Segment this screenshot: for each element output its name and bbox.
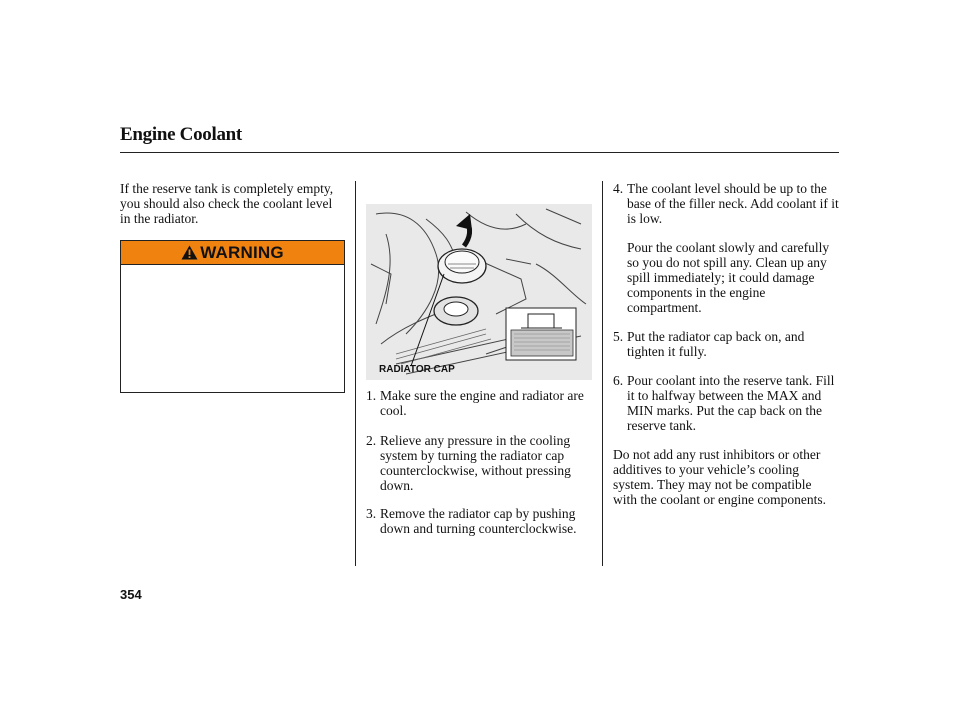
step-number: 1. (366, 388, 377, 403)
step-extra-text: Pour the coolant slowly and carefully so you do not spill any. Clean up any spill immediately; it could damage components in the engine compartment. (627, 240, 830, 315)
list-item (366, 433, 598, 493)
step-number: 6. (613, 373, 624, 388)
intro-paragraph: If the reserve tank is completely empty, you should also check the coolant level in the radiator. (120, 181, 334, 226)
step-text: Make sure the engine and radiator are cool. (380, 388, 584, 418)
warning-box (120, 240, 345, 393)
list-item (366, 388, 598, 418)
figure-caption: RADIATOR CAP (379, 364, 455, 375)
step-number: 5. (613, 329, 624, 344)
page-number: 354 (120, 587, 142, 602)
step-number: 4. (613, 181, 624, 196)
step-number: 3. (366, 506, 377, 521)
engine-bay-drawing (366, 204, 592, 380)
step-text: Relieve any pressure in the cooling system by turning the radiator cap counterclockwise, without pressing down. (380, 433, 571, 493)
caution-note: Do not add any rust inhibitors or other additives to your vehicle’s cooling system. They may not be compatible with the coolant or engine components. (613, 447, 826, 507)
warning-header (121, 241, 344, 265)
list-item (613, 181, 841, 315)
column-divider-1 (355, 181, 356, 566)
step-text: The coolant level should be up to the base of the filler neck. Add coolant if it is low. (627, 181, 839, 226)
step-number: 2. (366, 433, 377, 448)
radiator-cap-illustration (366, 204, 592, 380)
column-divider-2 (602, 181, 603, 566)
warning-triangle-icon (181, 245, 198, 260)
step-text: Pour coolant into the reserve tank. Fill it to halfway between the MAX and MIN marks. Put the cap back on the reserve tank. (627, 373, 835, 433)
step-text: Put the radiator cap back on, and tighten it fully. (627, 329, 805, 359)
warning-label: WARNING (200, 242, 284, 262)
list-item (366, 506, 598, 536)
list-item (613, 373, 841, 433)
list-item (613, 329, 841, 359)
step-text: Remove the radiator cap by pushing down and turning counterclockwise. (380, 506, 577, 536)
title-rule (120, 152, 839, 153)
page-title: Engine Coolant (120, 124, 242, 145)
